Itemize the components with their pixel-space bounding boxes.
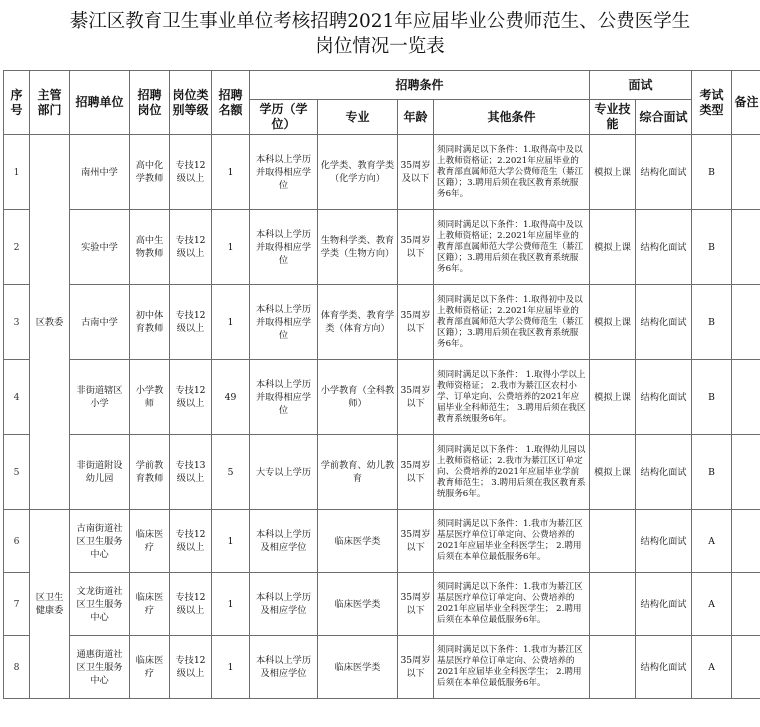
- cell-quota: 1: [212, 510, 250, 573]
- header-grade: 岗位类别等级: [170, 71, 212, 135]
- table-row: [4, 135, 760, 210]
- cell-post: 学前教育教师: [130, 435, 170, 510]
- cell-exam-type: A: [692, 510, 732, 573]
- cell-quota: 1: [212, 285, 250, 360]
- cell-seq: 8: [4, 636, 30, 699]
- cell-age: 35周岁以下: [398, 360, 434, 435]
- cell-grade: 专技12级以上: [170, 285, 212, 360]
- title-line-2: 岗位情况一览表: [315, 36, 445, 57]
- cell-major: 临床医学类: [318, 636, 398, 699]
- cell-seq: 2: [4, 210, 30, 285]
- header-dept: 主管部门: [30, 71, 70, 135]
- table-row: [4, 636, 760, 699]
- cell-unit: 非街道辖区小学: [70, 360, 130, 435]
- header-structured: 综合面试: [636, 100, 692, 135]
- cell-exam-type: A: [692, 573, 732, 636]
- cell-major: 体育学类、教育学类（体育方向）: [318, 285, 398, 360]
- cell-seq: 6: [4, 510, 30, 573]
- cell-education: 本科以上学历及相应学位: [250, 573, 318, 636]
- cell-structured: 结构化面试: [636, 285, 692, 360]
- cell-grade: 专技12级以上: [170, 135, 212, 210]
- cell-skill: 模拟上课: [590, 135, 636, 210]
- cell-exam-type: B: [692, 360, 732, 435]
- cell-unit: 实验中学: [70, 210, 130, 285]
- positions-table: [3, 70, 760, 699]
- cell-quota: 1: [212, 210, 250, 285]
- cell-other: 须同时满足以下条件：1.取得初中及以上教师资格证；2.2021年应届毕业的教育部直属师范大学公费师范生（綦江区籍）；3.聘用后须在我区教育系统服务6年。: [434, 285, 590, 360]
- cell-education: 本科以上学历并取得相应学位: [250, 360, 318, 435]
- cell-structured: 结构化面试: [636, 135, 692, 210]
- cell-remark: [732, 510, 760, 573]
- cell-age: 35周岁以下: [398, 573, 434, 636]
- table-row: [4, 360, 760, 435]
- header-major: 专业: [318, 100, 398, 135]
- table-row: [4, 210, 760, 285]
- cell-unit: 古南街道社区卫生服务中心: [70, 510, 130, 573]
- header-unit: 招聘单位: [70, 71, 130, 135]
- cell-quota: 1: [212, 135, 250, 210]
- cell-education: 本科以上学历并取得相应学位: [250, 135, 318, 210]
- cell-post: 临床医疗: [130, 510, 170, 573]
- cell-education: 本科以上学历并取得相应学位: [250, 285, 318, 360]
- cell-other: 须同时满足以下条件： 1.取得幼儿园以上教师资格证；2.我市为綦江区订单定向、公费培养的2021年应届毕业学前教育师范生； 3.聘用后须在我区教育系统服务6年。: [434, 435, 590, 510]
- header-conditions: 招聘条件: [250, 71, 590, 100]
- header-interview: 面试: [590, 71, 692, 100]
- cell-seq: 5: [4, 435, 30, 510]
- cell-remark: [732, 573, 760, 636]
- cell-post: 临床医疗: [130, 636, 170, 699]
- cell-major: 生物科学类、教育学类（生物方向）: [318, 210, 398, 285]
- cell-exam-type: B: [692, 210, 732, 285]
- cell-other: 须同时满足以下条件：1.取得高中及以上教师资格证；2.2021年应届毕业的教育部直属师范大学公费师范生（綦江区籍）；3.聘用后须在我区教育系统服务6年。: [434, 210, 590, 285]
- header-post: 招聘岗位: [130, 71, 170, 135]
- cell-structured: 结构化面试: [636, 636, 692, 699]
- cell-skill: 模拟上课: [590, 435, 636, 510]
- title-line-1: 綦江区教育卫生事业单位考核招聘2021年应届毕业公费师范生、公费医学生: [69, 11, 691, 32]
- cell-age: 35周岁以下: [398, 285, 434, 360]
- cell-grade: 专技12级以上: [170, 360, 212, 435]
- cell-education: 本科以上学历及相应学位: [250, 636, 318, 699]
- header-remark: 备注: [732, 71, 760, 135]
- cell-other: 须同时满足以下条件： 1.取得小学以上教师资格证； 2.我市为綦江区农村小学、订单定向、公费培养的2021年应届毕业全科师范生； 3.聘用后须在我区教育系统服务6年。: [434, 360, 590, 435]
- cell-unit: 非街道附设幼儿园: [70, 435, 130, 510]
- cell-structured: 结构化面试: [636, 435, 692, 510]
- cell-structured: 结构化面试: [636, 510, 692, 573]
- cell-remark: [732, 135, 760, 210]
- cell-seq: 4: [4, 360, 30, 435]
- header-exam-type: 考试类型: [692, 71, 732, 135]
- cell-age: 35周岁及以下: [398, 135, 434, 210]
- cell-dept: 区卫生健康委: [30, 510, 70, 699]
- cell-grade: 专技12级以上: [170, 573, 212, 636]
- cell-exam-type: A: [692, 636, 732, 699]
- cell-grade: 专技12级以上: [170, 636, 212, 699]
- header-other: 其他条件: [434, 100, 590, 135]
- document-title: [0, 0, 760, 59]
- cell-age: 35周岁以下: [398, 510, 434, 573]
- cell-quota: 1: [212, 636, 250, 699]
- header-education: 学历（学位）: [250, 100, 318, 135]
- header-age: 年龄: [398, 100, 434, 135]
- cell-dept: 区教委: [30, 135, 70, 510]
- cell-education: 本科以上学历及相应学位: [250, 510, 318, 573]
- cell-seq: 7: [4, 573, 30, 636]
- cell-remark: [732, 636, 760, 699]
- cell-other: 须同时满足以下条件：1.我市为綦江区基层医疗单位订单定向、公费培养的2021年应届毕业全科医学生； 2.聘用后须在本单位最低服务6年。: [434, 573, 590, 636]
- table-row: [4, 510, 760, 573]
- cell-education: 本科以上学历并取得相应学位: [250, 210, 318, 285]
- cell-remark: [732, 435, 760, 510]
- cell-exam-type: B: [692, 435, 732, 510]
- cell-unit: 文龙街道社区卫生服务中心: [70, 573, 130, 636]
- cell-major: 化学类、教育学类（化学方向）: [318, 135, 398, 210]
- table-row: [4, 573, 760, 636]
- cell-seq: 3: [4, 285, 30, 360]
- cell-post: 高中生物教师: [130, 210, 170, 285]
- cell-grade: 专技12级以上: [170, 210, 212, 285]
- cell-post: 高中化学教师: [130, 135, 170, 210]
- cell-other: 须同时满足以下条件：1.我市为綦江区基层医疗单位订单定向、公费培养的2021年应届毕业全科医学生； 2.聘用后须在本单位最低服务6年。: [434, 510, 590, 573]
- cell-age: 35周岁以下: [398, 210, 434, 285]
- cell-quota: 5: [212, 435, 250, 510]
- header-skill: 专业技能: [590, 100, 636, 135]
- cell-exam-type: B: [692, 285, 732, 360]
- cell-post: 小学教师: [130, 360, 170, 435]
- cell-skill: 模拟上课: [590, 210, 636, 285]
- cell-seq: 1: [4, 135, 30, 210]
- cell-skill: [590, 636, 636, 699]
- cell-remark: [732, 285, 760, 360]
- header-quota: 招聘名额: [212, 71, 250, 135]
- cell-age: 35周岁以下: [398, 435, 434, 510]
- cell-structured: 结构化面试: [636, 573, 692, 636]
- cell-remark: [732, 210, 760, 285]
- cell-other: 须同时满足以下条件：1.取得高中及以上教师资格证；2.2021年应届毕业的教育部直属师范大学公费师范生（綦江区籍）；3.聘用后须在我区教育系统服务6年。: [434, 135, 590, 210]
- cell-post: 初中体育教师: [130, 285, 170, 360]
- cell-remark: [732, 360, 760, 435]
- cell-skill: 模拟上课: [590, 360, 636, 435]
- cell-post: 临床医疗: [130, 573, 170, 636]
- table-row: [4, 285, 760, 360]
- cell-major: 学前教育、幼儿教育: [318, 435, 398, 510]
- cell-major: 临床医学类: [318, 510, 398, 573]
- cell-quota: 1: [212, 573, 250, 636]
- cell-age: 35周岁以下: [398, 636, 434, 699]
- cell-major: 小学教育（全科教师）: [318, 360, 398, 435]
- cell-unit: 通惠街道社区卫生服务中心: [70, 636, 130, 699]
- cell-skill: [590, 510, 636, 573]
- table-row: [4, 435, 760, 510]
- header-seq: 序号: [4, 71, 30, 135]
- cell-structured: 结构化面试: [636, 210, 692, 285]
- cell-unit: 古南中学: [70, 285, 130, 360]
- cell-other: 须同时满足以下条件：1.我市为綦江区基层医疗单位订单定向、公费培养的2021年应届毕业全科医学生； 2.聘用后须在本单位最低服务6年。: [434, 636, 590, 699]
- cell-education: 大专以上学历: [250, 435, 318, 510]
- cell-skill: 模拟上课: [590, 285, 636, 360]
- cell-quota: 49: [212, 360, 250, 435]
- cell-structured: 结构化面试: [636, 360, 692, 435]
- cell-skill: [590, 573, 636, 636]
- cell-exam-type: B: [692, 135, 732, 210]
- cell-grade: 专技13级以上: [170, 435, 212, 510]
- cell-unit: 南州中学: [70, 135, 130, 210]
- cell-major: 临床医学类: [318, 573, 398, 636]
- cell-grade: 专技12级以上: [170, 510, 212, 573]
